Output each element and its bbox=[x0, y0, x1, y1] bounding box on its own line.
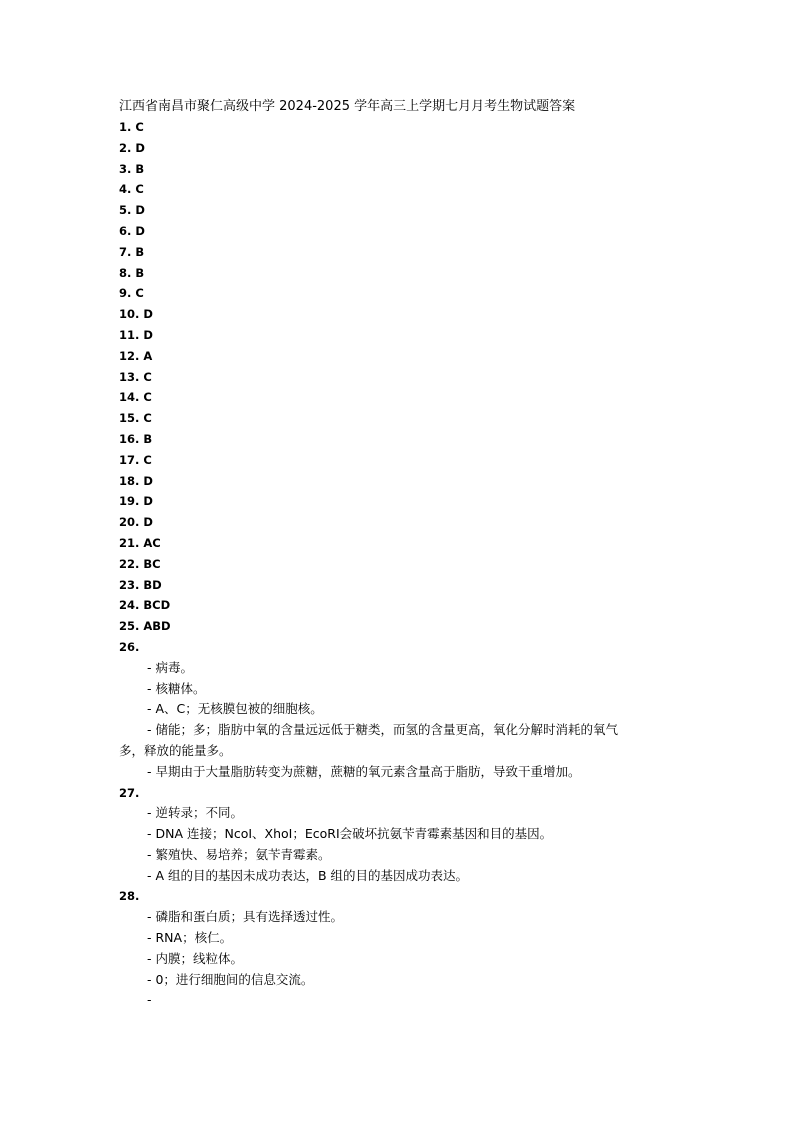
sub-answer: - 核糖体。 bbox=[147, 680, 206, 696]
answer-line: 19. D bbox=[119, 494, 153, 509]
sub-answer: - 磷脂和蛋白质；具有选择透过性。 bbox=[147, 909, 343, 925]
sub-answer: - bbox=[147, 992, 152, 1008]
question-27 bbox=[119, 783, 689, 887]
sub-answer: - RNA；核仁。 bbox=[147, 930, 233, 946]
question-26 bbox=[119, 637, 689, 783]
question-number: 28. bbox=[119, 889, 140, 904]
answer-line: 5. D bbox=[119, 203, 145, 218]
answer-line: 15. C bbox=[119, 411, 152, 426]
answer-line: 11. D bbox=[119, 327, 153, 342]
document-body bbox=[119, 97, 689, 1011]
answer-list bbox=[119, 117, 689, 637]
question-number: 27. bbox=[119, 785, 140, 800]
answer-line: 14. C bbox=[119, 390, 152, 405]
sub-answer: - A 组的目的基因未成功表达，B 组的目的基因成功表达。 bbox=[147, 867, 469, 883]
answer-line: 6. D bbox=[119, 223, 145, 238]
answer-line: 12. A bbox=[119, 348, 153, 363]
sub-answer: - 内膜；线粒体。 bbox=[147, 950, 243, 966]
sub-answer: - 繁殖快、易培养；氨苄青霉素。 bbox=[147, 846, 331, 862]
answer-line: 24. BCD bbox=[119, 598, 171, 613]
answer-line: 2. D bbox=[119, 140, 145, 155]
answer-line: 7. B bbox=[119, 244, 145, 259]
sub-answer: - DNA 连接；NcoⅠ、XhoⅠ；EcoRⅠ会破坏抗氨苄青霉素基因和目的基因。 bbox=[147, 826, 553, 842]
answer-line: 9. C bbox=[119, 286, 144, 301]
answer-line: 13. C bbox=[119, 369, 152, 384]
sub-answer: - 逆转录；不同。 bbox=[147, 805, 243, 821]
sub-answer: - 早期由于大量脂肪转变为蔗糖，蔗糖的氧元素含量高于脂肪，导致干重增加。 bbox=[147, 763, 581, 779]
answer-line: 21. AC bbox=[119, 535, 161, 550]
answer-line: 8. B bbox=[119, 265, 145, 280]
answer-line: 10. D bbox=[119, 307, 153, 322]
document-title: 江西省南昌市聚仁高级中学 2024-2025 学年高三上学期七月月考生物试题答案 bbox=[119, 99, 576, 114]
question-number: 26. bbox=[119, 639, 140, 654]
sub-answer-continuation: 多，释放的能量多。 bbox=[119, 742, 232, 758]
sub-answer: - A、C；无核膜包被的细胞核。 bbox=[147, 701, 323, 717]
answer-line: 3. B bbox=[119, 161, 145, 176]
answer-line: 16. B bbox=[119, 431, 153, 446]
answer-line: 20. D bbox=[119, 515, 153, 530]
answer-line: 22. BC bbox=[119, 556, 161, 571]
sub-answer: - 病毒。 bbox=[147, 659, 193, 675]
answer-line: 23. BD bbox=[119, 577, 162, 592]
answer-line: 17. C bbox=[119, 452, 152, 467]
sub-answer: - 0；进行细胞间的信息交流。 bbox=[147, 971, 314, 987]
answer-line: 18. D bbox=[119, 473, 153, 488]
sub-answer: - 储能；多；脂肪中氧的含量远远低于糖类，而氢的含量更高，氧化分解时消耗的氧气 bbox=[147, 722, 618, 738]
answer-line: 25. ABD bbox=[119, 619, 171, 634]
answer-line: 1. C bbox=[119, 120, 144, 134]
answer-line: 4. C bbox=[119, 182, 144, 197]
question-28 bbox=[119, 886, 689, 1011]
